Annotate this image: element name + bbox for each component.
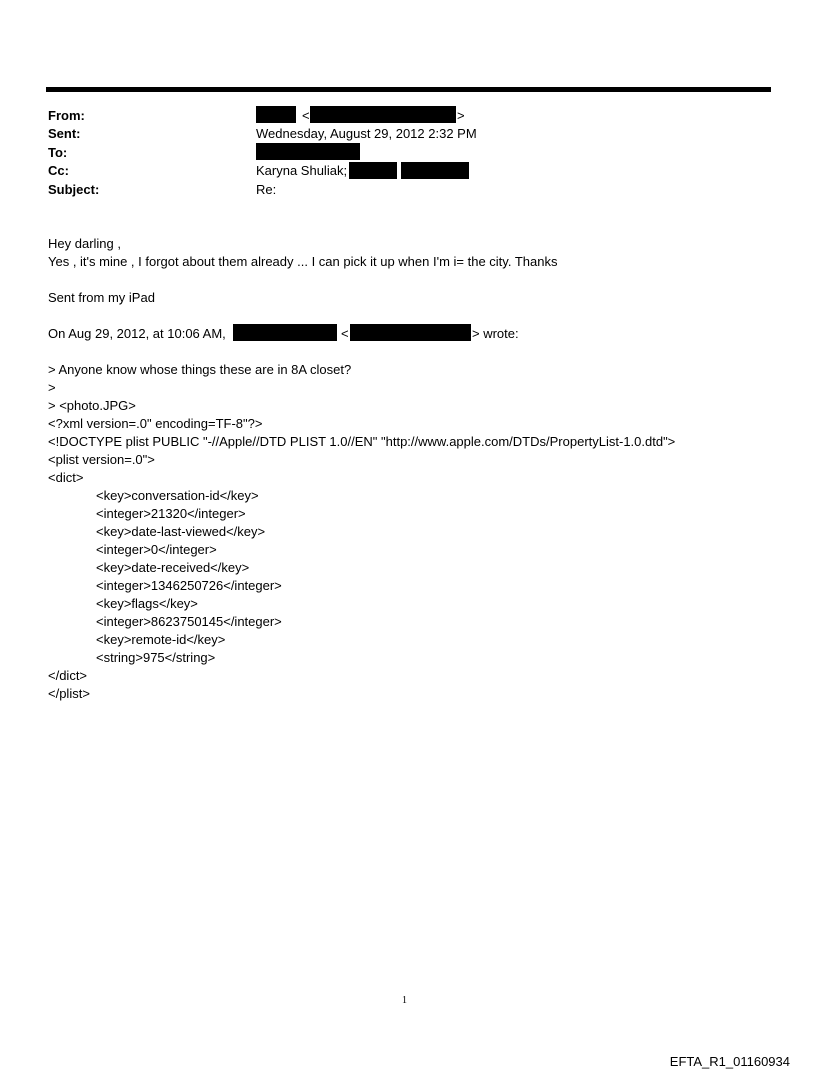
- redaction-from-email: [310, 106, 456, 123]
- plist-entry: <integer>1346250726</integer>: [96, 578, 282, 593]
- quote-intro-lt: <: [341, 326, 349, 341]
- plist-entry: <integer>21320</integer>: [96, 506, 246, 521]
- quoted-line: > <photo.JPG>: [48, 398, 136, 413]
- from-close-bracket: >: [457, 108, 465, 123]
- redaction-quote-email: [350, 324, 471, 341]
- plist-entry: <string>975</string>: [96, 650, 216, 665]
- to-label: To:: [48, 145, 68, 160]
- greeting-line: Hey darling ,: [48, 236, 121, 251]
- plist-entry: <key>date-last-viewed</key>: [96, 524, 266, 539]
- plist-entry: <integer>8623750145</integer>: [96, 614, 282, 629]
- subject-value: Re:: [256, 182, 277, 197]
- quote-intro-start: On Aug 29, 2012, at 10:06 AM,: [48, 326, 226, 341]
- redaction-cc-1: [349, 162, 397, 179]
- redaction-quote-name: [233, 324, 337, 341]
- plist-entry: <integer>0</integer>: [96, 542, 217, 557]
- quoted-line: > Anyone know whose things these are in 8A closet?: [48, 362, 352, 377]
- from-open-bracket: <: [302, 108, 310, 123]
- plist-entry: <key>remote-id</key>: [96, 632, 226, 647]
- header-rule: [46, 87, 771, 92]
- signature-line: Sent from my iPad: [48, 290, 155, 305]
- bates-number: EFTA_R1_01160934: [669, 1054, 790, 1069]
- body-line: Yes , it's mine , I forgot about them already ... I can pick it up when I'm i= the city. Thanks: [48, 254, 558, 269]
- sent-label: Sent:: [48, 126, 81, 141]
- from-label: From:: [48, 108, 85, 123]
- plist-line: <plist version=.0">: [48, 452, 155, 467]
- cc-label: Cc:: [48, 163, 69, 178]
- plist-entry: <key>date-received</key>: [96, 560, 250, 575]
- plist-entry: <key>flags</key>: [96, 596, 198, 611]
- plist-line: <!DOCTYPE plist PUBLIC "-//Apple//DTD PLIST 1.0//EN" "http://www.apple.com/DTDs/PropertyList-1.0.dtd">: [48, 434, 676, 449]
- sent-value: Wednesday, August 29, 2012 2:32 PM: [256, 126, 477, 141]
- plist-close-line: </plist>: [48, 686, 90, 701]
- redaction-to: [256, 143, 360, 160]
- plist-close-line: </dict>: [48, 668, 88, 683]
- plist-entry: <key>conversation-id</key>: [96, 488, 259, 503]
- quote-intro-end: > wrote:: [472, 326, 519, 341]
- cc-value: Karyna Shuliak;: [256, 163, 348, 178]
- page-number: 1: [402, 995, 407, 1006]
- quoted-line: >: [48, 380, 56, 395]
- redaction-from-name: [256, 106, 296, 123]
- redaction-cc-2: [401, 162, 469, 179]
- subject-label: Subject:: [48, 182, 100, 197]
- plist-line: <?xml version=.0" encoding=TF-8"?>: [48, 416, 263, 431]
- plist-line: <dict>: [48, 470, 84, 485]
